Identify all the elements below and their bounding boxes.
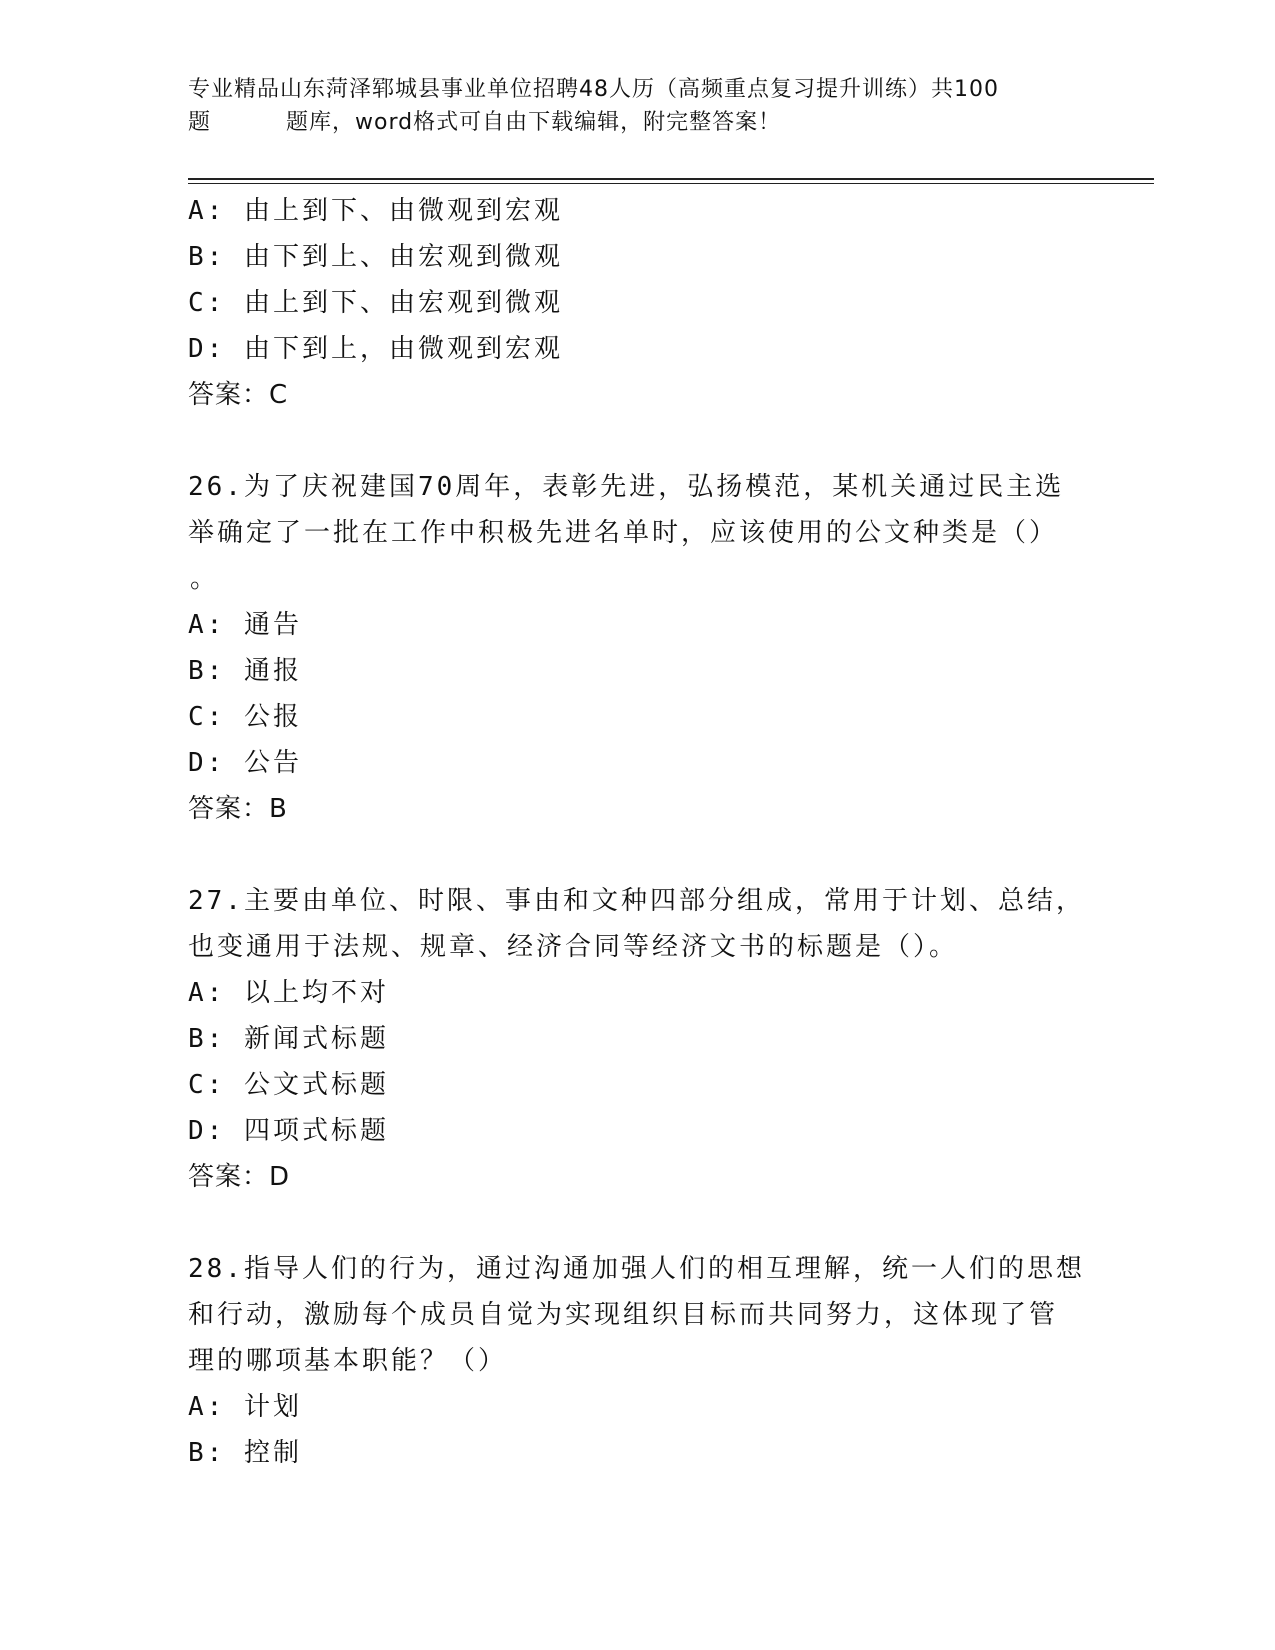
- option-d: D: 由下到上，由微观到宏观: [188, 334, 563, 364]
- question-25-tail: [188, 188, 1088, 418]
- question-text-line: 26.为了庆祝建国70周年，表彰先进，弘扬模范，某机关通过民主选: [188, 472, 1065, 502]
- option-a: A: 通告: [188, 610, 302, 640]
- question-26: [188, 464, 1088, 832]
- header-divider-thin: [188, 183, 1154, 184]
- option-a: A: 计划: [188, 1392, 302, 1422]
- question-text-line: 举确定了一批在工作中积极先进名单时，应该使用的公文种类是（）: [188, 518, 1059, 548]
- header-title-line-2-end: 题库，word格式可自由下载编辑，附完整答案！: [286, 110, 782, 135]
- header-title-line-1: 专业精品山东菏泽郓城县事业单位招聘48人历（高频重点复习提升训练）共100: [188, 77, 999, 102]
- question-text-line: 和行动，激励每个成员自觉为实现组织目标而共同努力，这体现了管: [188, 1300, 1059, 1330]
- option-b: B: 通报: [188, 656, 302, 686]
- question-28: [188, 1246, 1088, 1476]
- header-divider-thick: [188, 178, 1154, 180]
- option-b: B: 新闻式标题: [188, 1024, 389, 1054]
- answer: 答案：B: [188, 794, 288, 824]
- option-c: C: 公文式标题: [188, 1070, 389, 1100]
- option-c: C: 公报: [188, 702, 302, 732]
- option-c: C: 由上到下、由宏观到微观: [188, 288, 563, 318]
- header-title-line-2: [188, 106, 1068, 139]
- header-title-line-2-start: 题: [188, 110, 212, 135]
- document-header: [188, 73, 1068, 139]
- question-27: [188, 878, 1088, 1200]
- option-b: B: 控制: [188, 1438, 302, 1468]
- option-a: A: 以上均不对: [188, 978, 389, 1008]
- question-text-line: 也变通用于法规、规章、经济合同等经济文书的标题是（）。: [188, 932, 959, 962]
- question-content: [188, 188, 1088, 1476]
- option-d: D: 公告: [188, 748, 302, 778]
- option-d: D: 四项式标题: [188, 1116, 389, 1146]
- option-a: A: 由上到下、由微观到宏观: [188, 196, 563, 226]
- answer: 答案：C: [188, 380, 289, 410]
- question-text-line: 27.主要由单位、时限、事由和文种四部分组成，常用于计划、总结，: [188, 886, 1085, 916]
- question-text-line: 理的哪项基本职能？（）: [188, 1346, 508, 1376]
- question-text-tail: 。: [190, 564, 220, 594]
- option-b: B: 由下到上、由宏观到微观: [188, 242, 563, 272]
- answer: 答案：D: [188, 1162, 291, 1192]
- question-text-line: 28.指导人们的行为，通过沟通加强人们的相互理解，统一人们的思想: [188, 1254, 1085, 1284]
